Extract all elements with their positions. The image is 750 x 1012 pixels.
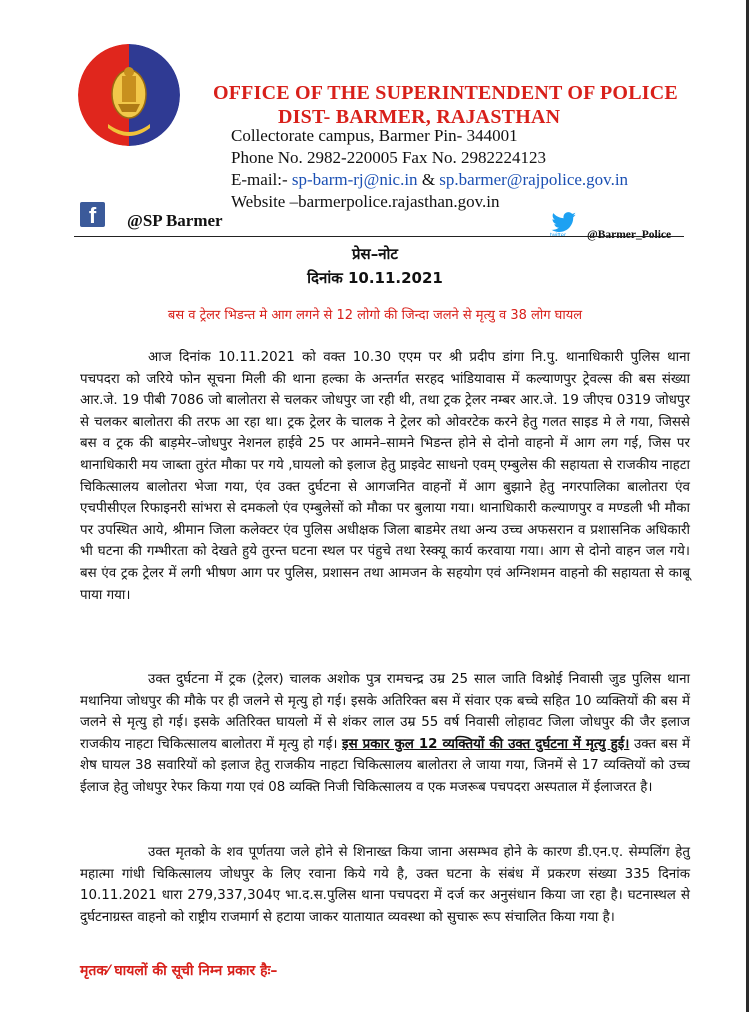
- office-phone-fax: Phone No. 2982-220005 Fax No. 2982224123: [231, 148, 546, 167]
- twitter-bird-icon[interactable]: [551, 212, 577, 234]
- facebook-handle: @SP Barmer: [127, 211, 223, 230]
- office-title-line1: OFFICE OF THE SUPERINTENDENT OF POLICE: [213, 82, 678, 104]
- facebook-icon[interactable]: f: [80, 202, 105, 227]
- body-paragraph-3: [80, 842, 690, 928]
- casualty-list-heading: मृतक⁄ घायलों की सूची निम्न प्रकार हैः–: [80, 963, 278, 979]
- paragraph-2-text-b: उक्त बस में शेष घायल 38 सवारियों को इलाज हेतु राजकीय नाहटा चिकित्सालय बालोतरा ले जाया गया, जिनमें से 17 व्यक्तियों को उच्च ईलाज हेतु जोधपुर रेफर किया गया एवं 08 व्यक्ति निजी चिकित्सालय व एक मजरूब पचपदरा अस्पताल में ईलाजरत है।: [80, 736, 691, 795]
- email-link-nic[interactable]: sp-barm-rj@nic.in: [291, 170, 418, 189]
- paragraph-3-text: उक्त मृतको के शव पूर्णतया जले होने से शिनाख्त किया जाना असम्भव होने के कारण डी.एन.ए. सेम्पलिंग हेतु महात्मा गांधी चिकित्सालय जोधपुर के लिए रवाना किये गये है, उक्त घटना के संबंध में प्रकरण संख्या 335 दिनांक 10.11.2021 धारा 279,337,304ए भा.द.स.पुलिस थाना पचपदरा में दर्ज कर अनुसंधान किया जा रहा है। घटनास्थल से दुर्घटनाग्रस्त वाहनो को राष्ट्रीय राजमार्ग से हटाया जाकर यातायात व्यवस्था को सुचारू रूप संचालित किया गया है।: [80, 845, 690, 925]
- paragraph-1-text: आज दिनांक 10.11.2021 को वक्त 10.30 एएम पर श्री प्रदीप डांगा नि.पु. थानाधिकारी पुलिस थाना पचपदरा को जरिये फोन सूचना मिली की थाना हल्का के अन्तर्गत सरहद भांडियावास में कल्याणपुर ट्रेवल्स की बस संख्या आर.जे. 19 पीबी 7086 जो बालोतरा से चलकर जोधपुर जा रही थी, तथा ट्रक ट्रेलर नम्बर आर.जे. 19 जीएच 0319 जोधपुर से चलकर बालोतरा की तरफ आ रहा था। ट्रक ट्रेलर के चालक ने ट्रेलर को ओवरटेक करने हेतु गलत साइड मे ले गया, जिससे बस व ट्रक की बाड़मेर–जोधपुर नेशनल हाईवे 25 पर आमने–सामने भिडन्त होने से दोनो वाहनो में आग लग गई, जिस पर थानाधिकारी मय जाब्ता तुरंत मौका पर गये ,घायलो को इलाज हेतु प्राइवेट साधनो एवम् एम्बुलेस की सहायता से राजकीय नाहटा चिकित्सालय बालोतरा भेजा गया, एंव उक्त दुर्घटना से आगजनित वाहनों में आग बुझाने हेतु नगरपालिका बालोतरा एंव एचपीसीएल रिफाइनरी सांभरा से दमकलो एंव एम्बुलेसों को मौका पर बुलाया गया। थानाधिकारी कल्याणपुर व मण्डली भी मौका पर उपस्थित आये, श्रीमान जिला कलेक्टर एंव पुलिस अधीक्षक जिला बाडमेर तथा अन्य उच्च अफसरान व प्रशासनिक अधिकारी भी घटना की गम्भीरता को देखते हुये तुरन्त घटना स्थल पर पंहुचे तथा रेस्क्यू कार्य करवाया गया। आग से दोनो वाहन जल गये। बस एंव ट्रक ट्रेलर में लगी भीषण आग पर पुलिस, प्रशासन तथा आमजन के सहयोग एवं अग्निशमन वाहनो की सहायता से काबू पाया गया।: [80, 350, 690, 603]
- email-separator: &: [417, 170, 440, 189]
- press-note-date: दिनांक 10.11.2021: [307, 269, 443, 287]
- letterhead-divider: [74, 236, 684, 237]
- body-paragraph-2: [80, 669, 690, 799]
- office-email-line: [231, 170, 628, 190]
- twitter-caption: twitter: [550, 233, 567, 239]
- office-website[interactable]: Website –barmerpolice.rajasthan.gov.in: [231, 192, 500, 211]
- email-link-rajpolice[interactable]: sp.barmer@rajpolice.gov.in: [439, 170, 629, 189]
- press-note-title: प्रेस–नोट: [352, 245, 398, 263]
- twitter-handle: @Barmer_Police: [587, 229, 672, 241]
- paragraph-2-highlight: इस प्रकार कुल 12 व्यक्तियों की उक्त दुर्घटना में मृत्यु हुई।: [342, 736, 630, 752]
- press-note-subject: बस व ट्रेलर भिडन्त मे आग लगने से 12 लोगो की जिन्दा जलने से मृत्यु व 38 लोग घायल: [167, 308, 583, 323]
- rajasthan-police-logo: [78, 44, 180, 146]
- paragraph-2-text-a: उक्त दुर्घटना में ट्रक (ट्रेलर) चालक अशोक पुत्र रामचन्द्र उम्र 25 साल जाति विश्नोई निवासी जुड पुलिस थाना मथानिया जोधपुर की मौके पर ही जलने से मृत्यु हो गई। इसके अतिरिक्त बस में संवार एक बच्चे सहित 10 व्यक्तियों की बस में जलने से मृत्यु हो गई। इसके अतिरिक्त घायलो में से शंकर लाल उम्र 55 वर्ष निवासी लोहावट जिला जोधपुर की जैर इलाज राजकीय नाहटा चिकित्सालय बालोतरा में मृत्यु हो गई।: [80, 672, 690, 752]
- body-paragraph-1: [80, 347, 690, 606]
- page-edge-border: [746, 0, 749, 1012]
- email-prefix: E-mail:-: [231, 170, 292, 189]
- police-emblem-icon: [78, 44, 180, 146]
- office-title-line2: DIST- BARMER, RAJASTHAN: [278, 106, 561, 128]
- office-address: Collectorate campus, Barmer Pin- 344001: [231, 126, 518, 145]
